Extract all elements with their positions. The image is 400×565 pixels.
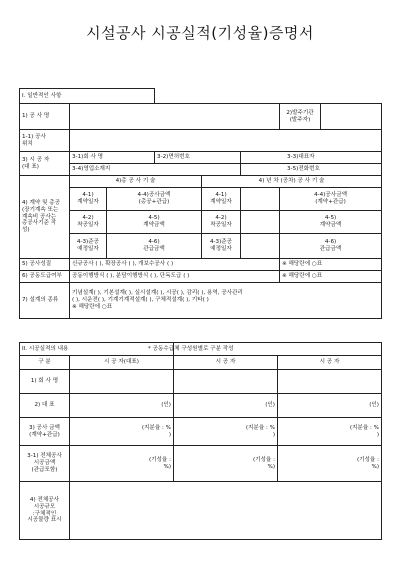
contractor-header-2: 시 공 자 [174,356,278,370]
company-name-label: 3-1)회 사 명 [70,152,155,164]
year-completion-date-label: 4-3)준공 예정일자 [202,234,241,259]
start-date-label: 4-2) 착공일자 [70,211,107,234]
section2-title: II. 시공실적의 내용 [22,345,69,352]
design-type-line-3: ※ 해당란에 ○표 [72,303,113,310]
work-nature-options[interactable]: 신규공사 ( ), 확장공사 ( ), 개보수공사 ( ) [70,259,280,271]
design-type-line-2: ( ), 시운전( ), 기계기계적설계( ), 구체적설계( ), 기타( ) [72,297,209,303]
representative-label: 3-3)대표자 [241,152,382,164]
share-cell-3[interactable]: (지분율 : % ) [278,418,382,446]
year-amount-label: 4-4)공사금액 (계약+관급) [280,188,382,211]
joint-contract-label: 6) 공동도급여부 [20,271,70,283]
seal-cell-1[interactable]: (인) [70,394,174,418]
project-location-field[interactable] [70,130,382,152]
section2-note-text: * 공동수급체 구성원별로 구분 작성 [148,345,234,352]
work-nature-label: 5) 공사성질 [20,259,70,271]
rate-cell-3[interactable]: (기성율 : %) [278,446,382,482]
contract-date-label: 4-1) 계약일자 [70,188,107,211]
seal-cell-2[interactable]: (인) [174,394,278,418]
license-number-label: 3-2)면허번호 [155,152,241,164]
rate-cell-2[interactable]: (기성율 : %) [174,446,278,482]
joint-contract-options[interactable]: 공동이행방식 ( ), 분담이행방식 ( ), 단독도급 ( ) [70,271,280,283]
scale-row-label: 4) 전체공사 시공규모 :구체적인 시공물량 표시 [20,482,70,540]
general-info-table [19,88,382,319]
design-type-line-1: 기념설계( ), 기본설계( ), 실시설계( ), 시공( ), 감리( ), 용역, 공사관리 [72,290,243,297]
total-amount-label: 4-4)공사금액 (총공+관급) [107,188,202,211]
office-address-label: 3-4)영업소재지 [70,164,241,176]
design-type-options[interactable] [70,283,382,319]
contract-label: 4) 계약 및 총공 (장기계속 또는 계속비 공사는 총공사기준 작 성) [20,176,70,259]
contractor-header-3: 시 공 자 [278,356,382,370]
section2-note [148,343,382,356]
contract-amount-label: 4-5) 계약금액 [107,211,202,234]
share-cell-2[interactable]: (지분율 : % ) [174,418,278,446]
year-contract-amount-label: 4-5) 계약금액 [280,211,382,234]
section1-header: I. 일반적인 사항 [20,89,155,104]
client-label: 2)발주기관 (발주자) [280,104,321,130]
project-location-label: 1-1) 공사 위치 [20,130,70,152]
company-name-cell-3[interactable] [278,370,382,394]
client-field[interactable] [321,104,382,130]
company-name-row-label: 1) 회 사 명 [20,370,70,394]
year-start-date-label: 4-2) 착공일자 [202,211,241,234]
kind-header: 구 분 [20,356,70,370]
design-type-label: 7) 설계의 종류 [20,283,70,319]
total-amount-row-label: 3-1) 전체공사 시공금액 (관급포함) [20,446,70,482]
page-title: 시설공사 시공실적(기성율)증명서 [86,24,314,42]
company-name-cell-2[interactable] [174,370,278,394]
work-nature-note: ※ 해당란에 ○표 [280,259,382,271]
joint-contract-note: ※ 해당란에 ○표 [280,271,382,283]
completion-date-label: 4-3)준공 예정일자 [70,234,107,259]
contractor-label: 3) 시 공 자 (대 표) [20,152,70,176]
rate-cell-1[interactable]: (기성율 : %) [70,446,174,482]
scale-field[interactable] [70,482,382,540]
company-name-cell-1[interactable] [70,370,174,394]
contract-amount-row-label: 3) 공사 금액 (계약+관급) [20,418,70,446]
year-work-header: 4) 년 차 (공차) 공 사 기 술 [202,176,382,188]
contractor-rep-header: 시 공 자(대표) [70,356,174,370]
performance-table [19,342,382,540]
seal-cell-3[interactable]: (인) [278,394,382,418]
representative-row-label: 2) 대 표 [20,394,70,418]
project-name-label: 1) 공 사 명 [20,104,70,130]
project-name-field[interactable] [70,104,280,130]
year-contract-date-label: 4-1) 계약일자 [202,188,241,211]
gov-supply-amount-label: 4-6) 관급금액 [107,234,202,259]
total-work-header: 4)총 공 사 기 술 [70,176,202,188]
year-gov-supply-label: 4-6) 관급금액 [280,234,382,259]
share-cell-1[interactable]: (지분율 : % ) [70,418,174,446]
phone-label: 3-5)전화번호 [241,164,382,176]
